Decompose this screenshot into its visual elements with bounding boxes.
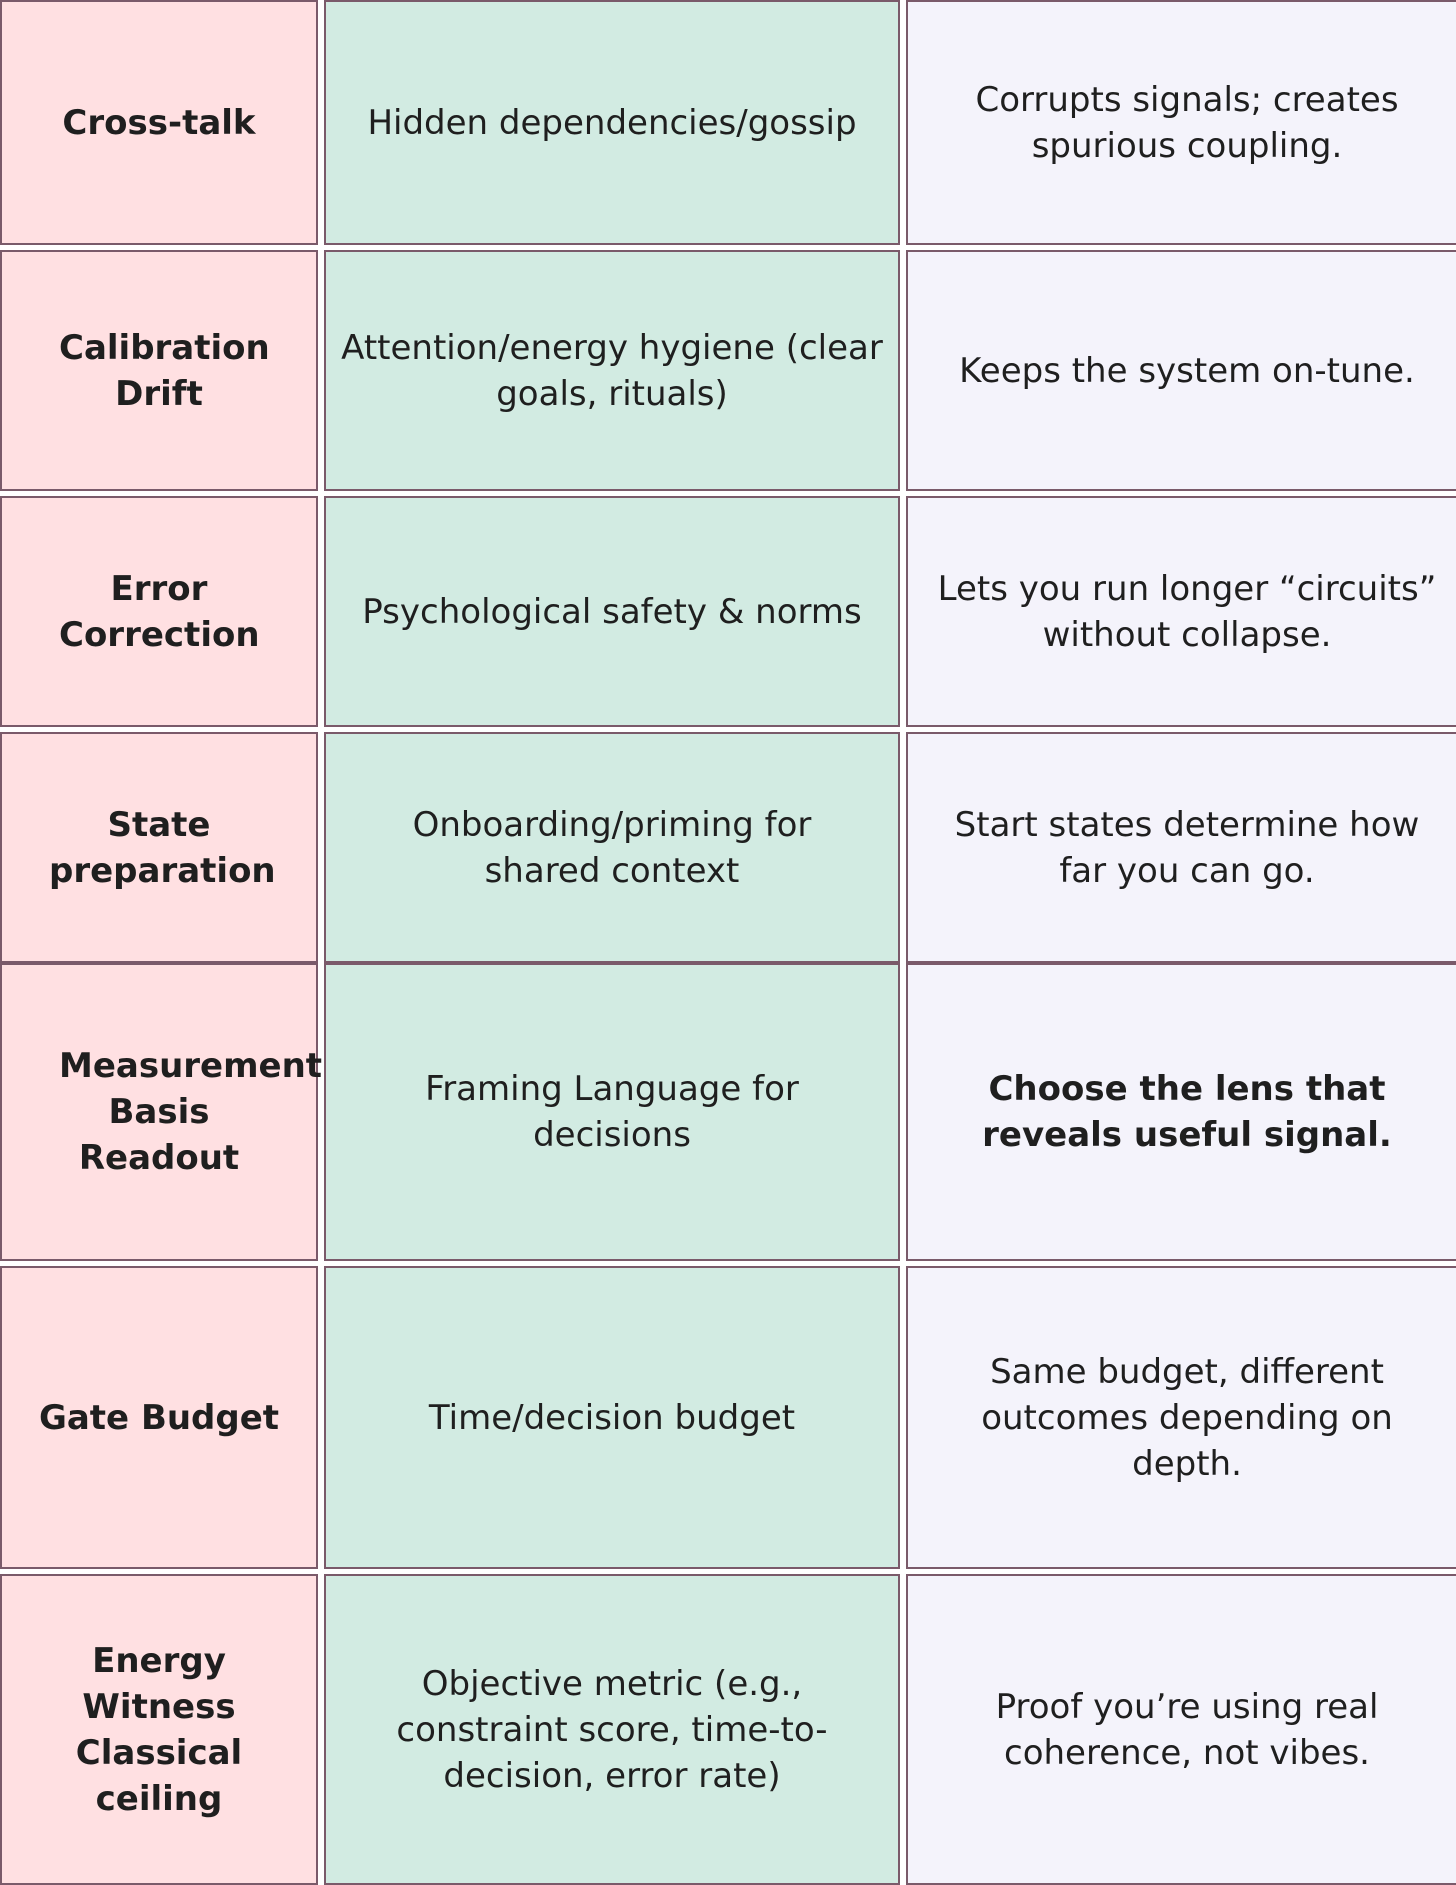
effect-text: Keeps the system on-tune. — [959, 350, 1415, 391]
effect-cell — [906, 496, 1456, 727]
analog-cell — [324, 732, 900, 963]
analog-text: Objective metric (e.g., constraint score, time-to-decision, error rate) — [396, 1663, 828, 1796]
term-text: Energy Witness Classical ceiling — [75, 1640, 243, 1819]
term-text: Calibration Drift — [59, 327, 270, 414]
effect-cell — [906, 250, 1456, 491]
effect-text: Corrupts signals; creates spurious coupling. — [975, 79, 1399, 166]
term-text: Gate Budget — [38, 1397, 280, 1438]
analog-cell — [324, 1574, 900, 1885]
effect-text: Same budget, different outcomes depending on depth. — [981, 1351, 1393, 1484]
effect-text: Proof you’re using real coherence, not vibes. — [995, 1686, 1379, 1773]
term-text: State preparation — [49, 804, 276, 891]
term-cell — [0, 1574, 318, 1885]
term-text: Cross-talk — [62, 102, 256, 143]
term-cell — [0, 732, 318, 963]
analog-cell — [324, 496, 900, 727]
term-cell — [0, 0, 318, 245]
effect-text: Lets you run longer “circuits” without collapse. — [937, 568, 1437, 655]
analog-text: Attention/energy hygiene (clear goals, rituals) — [341, 327, 883, 414]
analog-cell — [324, 0, 900, 245]
analog-cell — [324, 250, 900, 491]
analog-text: Framing Language for decisions — [425, 1069, 799, 1155]
analog-text: Hidden dependencies/gossip — [367, 102, 857, 143]
term-text: Error Correction — [59, 568, 260, 655]
term-cell — [0, 496, 318, 727]
analog-text: Psychological safety & norms — [362, 591, 862, 632]
analog-cell — [324, 963, 900, 1261]
effect-cell — [906, 1574, 1456, 1885]
term-cell — [0, 1266, 318, 1569]
effect-cell — [906, 732, 1456, 963]
term-cell — [0, 963, 323, 1261]
effect-cell — [906, 963, 1456, 1261]
term-text: Measurement Basis Readout — [59, 1046, 323, 1178]
term-cell — [0, 250, 318, 491]
analog-cell — [324, 1266, 900, 1569]
effect-cell — [906, 0, 1456, 245]
effect-cell — [906, 1266, 1456, 1569]
effect-text: Start states determine how far you can go. — [954, 804, 1420, 891]
analog-text: Onboarding/priming for shared context — [412, 804, 812, 891]
analog-text: Time/decision budget — [428, 1397, 796, 1438]
effect-text: Choose the lens that reveals useful signal. — [982, 1069, 1392, 1155]
